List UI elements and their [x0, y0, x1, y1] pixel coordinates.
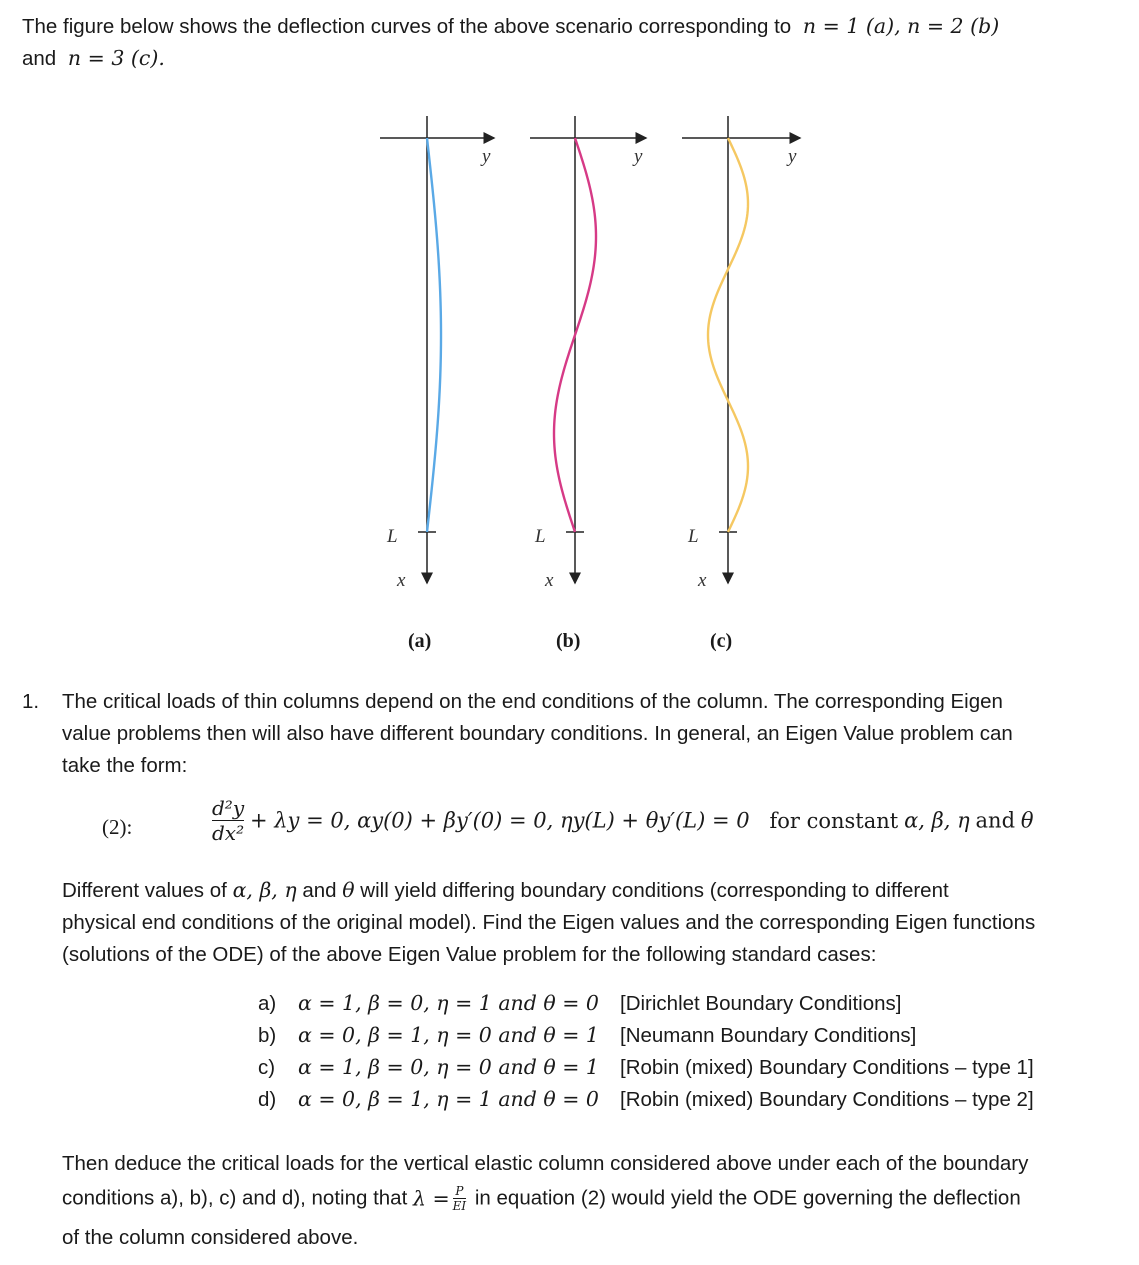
para2-text-c: will yield differing boundary conditions (corresponding to different — [360, 879, 949, 902]
para3-line-3: of the column considered above. — [62, 1226, 359, 1249]
case-letter: d) — [258, 1088, 277, 1111]
case-label: [Neumann Boundary Conditions] — [620, 1024, 917, 1047]
para1-line: The critical loads of thin columns depend on the end conditions of the column. The corresponding Eigen — [62, 690, 1003, 713]
para2-math-params: α, β, η — [232, 878, 297, 902]
deflection-curve-mode-1 — [427, 138, 441, 532]
case-condition: α = 0, β = 1, η = 0 and θ = 1 — [298, 1023, 599, 1047]
para3-fraction — [453, 1184, 467, 1213]
para3-lambda: λ = — [412, 1186, 450, 1211]
para3-text-b: in equation (2) would yield the ODE governing the deflection — [474, 1186, 1021, 1210]
equation-denominator: dx² — [212, 821, 245, 845]
length-label: L — [535, 526, 546, 547]
equation-and: and — [975, 808, 1016, 833]
para2-text-b: and — [302, 879, 337, 902]
equation-numerator: d²y — [212, 796, 245, 820]
equation-fraction — [212, 796, 244, 845]
para2-line-1 — [62, 874, 1035, 907]
equation-params: α, β, η — [904, 808, 970, 833]
equation-2 — [212, 796, 1034, 845]
para2-math-theta: θ — [342, 878, 355, 902]
case-condition: α = 0, β = 1, η = 1 and θ = 0 — [298, 1087, 599, 1111]
length-label: L — [688, 526, 699, 547]
equation-label: (2): — [102, 815, 133, 839]
case-label: [Dirichlet Boundary Conditions] — [620, 992, 902, 1015]
length-label: L — [387, 526, 398, 547]
x-axis-label: x — [545, 570, 554, 591]
case-letter: a) — [258, 992, 277, 1015]
intro-math-1: n = 1 (a), n = 2 (b) — [802, 14, 1000, 38]
intro-text-1: The figure below shows the deflection curves of the above scenario corresponding to — [22, 15, 792, 38]
panel-caption: (b) — [556, 630, 581, 652]
problem-para-2 — [62, 874, 1035, 971]
para3-frac-num: P — [453, 1184, 467, 1199]
para3-frac-den: EI — [452, 1199, 467, 1214]
case-d — [258, 1083, 1034, 1115]
case-c — [258, 1051, 1034, 1083]
case-label: [Robin (mixed) Boundary Conditions – type 2] — [620, 1088, 1034, 1111]
case-condition: α = 1, β = 0, η = 1 and θ = 0 — [298, 991, 599, 1015]
para3-line-2 — [62, 1182, 1021, 1215]
para3-text-a: conditions a), b), c) and d), noting that — [62, 1186, 408, 1210]
para3-line-1: Then deduce the critical loads for the vertical elastic column considered above under each of the boundary — [62, 1152, 1029, 1175]
equation-body: + λy = 0, αy(0) + βy′(0) = 0, ηy(L) + θy′(L) = 0 — [249, 808, 750, 833]
case-label: [Robin (mixed) Boundary Conditions – type 1] — [620, 1056, 1034, 1079]
para1-line: value problems then will also have different boundary conditions. In general, an Eigen Value problem can — [62, 722, 1013, 745]
para2-line: physical end conditions of the original model). Find the Eigen values and the corresponding Eigen functions — [62, 911, 1036, 934]
case-letter: b) — [258, 1024, 277, 1047]
para2-line: (solutions of the ODE) of the above Eigen Value problem for the following standard cases: — [62, 943, 877, 966]
y-axis-label: y — [788, 146, 797, 167]
para2-text-a: Different values of — [62, 879, 227, 902]
problem-number: 1. — [22, 690, 40, 713]
y-axis-label: y — [482, 146, 491, 167]
problem-para-1 — [62, 686, 1013, 782]
x-axis-label: x — [397, 570, 406, 591]
y-axis-label: y — [634, 146, 643, 167]
case-letter: c) — [258, 1056, 276, 1079]
panel-caption: (c) — [710, 630, 733, 652]
equation-for: for constant — [769, 808, 899, 833]
intro-math-2: n = 3 (c). — [67, 46, 165, 70]
case-a — [258, 987, 901, 1019]
case-condition: α = 1, β = 0, η = 0 and θ = 1 — [298, 1055, 599, 1079]
panel-caption: (a) — [408, 630, 432, 652]
equation-theta: θ — [1020, 808, 1034, 833]
para1-line: take the form: — [62, 754, 188, 777]
case-b — [258, 1019, 916, 1051]
x-axis-label: x — [698, 570, 707, 591]
intro-text-2: and — [22, 47, 57, 70]
